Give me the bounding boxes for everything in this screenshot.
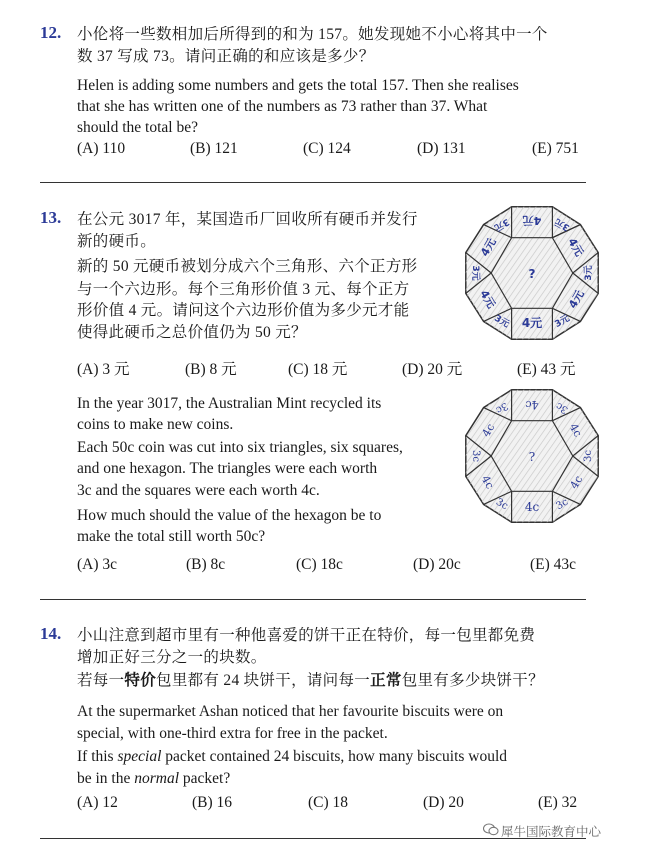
q14-en-line-4 [77, 768, 230, 789]
q13-zh-line-2: 新的硬币。 [77, 233, 157, 250]
coin-zh-square-bottom: 4元 [521, 316, 543, 330]
coin-en-triangle-bottom-left: 3c [493, 496, 510, 513]
coin-zh-hex-label: ? [528, 267, 536, 281]
q14-en-line-2: special, with one-third extra for free in the packet. [77, 725, 388, 742]
question-number-13: 13. [40, 208, 62, 227]
q14-en-line-3-end: packet contained 24 biscuits, how many biscuits would [165, 748, 508, 765]
coin-en-square-left-bottom: 4c [478, 473, 497, 492]
q14-option-e: (E) 32 [538, 794, 578, 811]
q12-option-b: (B) 121 [190, 140, 238, 157]
q12-en-line-2: that she has written one of the numbers as 73 rather than 37. What [77, 98, 488, 115]
q14-zh-special-word: 特价 [124, 672, 157, 689]
question-number-12: 12. [40, 23, 62, 42]
q13-en-option-a: (A) 3c [77, 556, 118, 573]
q14-zh-line-3 [77, 670, 544, 691]
coin-zh-square-right-bottom: 4元 [566, 287, 587, 311]
q12-en-line-1: Helen is adding some numbers and gets the total 157. Then she realises [77, 77, 519, 94]
coin-diagram-en [463, 387, 601, 525]
q14-option-b: (B) 16 [192, 794, 233, 811]
q13-zh-line-6: 使得此硬币之总价值仍为 50 元？ [77, 324, 307, 341]
coin-zh-square-left-bottom: 4元 [477, 287, 498, 311]
q12-zh-line-2: 数 37 写成 73。请问正确的和应该是多少？ [77, 48, 375, 65]
question-number-14: 14. [40, 624, 62, 643]
q13-en-line-5: 3c and the squares were each worth 4c. [77, 482, 320, 499]
q14-zh-line-3-e: 包里有多少块饼干？ [401, 672, 544, 689]
q13-zh-option-c: (C) 18 元 [288, 361, 348, 378]
q13-en-line-2: coins to make new coins. [77, 416, 234, 433]
coin-en-triangle-top-left: 3c [493, 399, 510, 416]
coin-zh-square-left-top: 4元 [478, 235, 499, 259]
coin-en-hex-label: ? [528, 450, 536, 464]
coin-en-square-bottom: 4c [524, 500, 540, 514]
q12-option-e: (E) 751 [532, 140, 579, 157]
q12-zh-line-1: 小伦将一些数相加后所得到的和为 157。她发现她不小心将其中一个 [77, 26, 548, 43]
coin-zh-square-top: 4元 [522, 214, 542, 227]
q13-zh-option-b: (B) 8 元 [185, 361, 237, 378]
q14-option-a: (A) 12 [77, 794, 118, 811]
coin-en-square-left-top: 4c [479, 421, 498, 440]
q12-option-c: (C) 124 [303, 140, 351, 157]
q14-zh-line-3-c: 包里都有 24 块饼干，请问每一 [156, 672, 371, 689]
q13-en-line-7: make the total still worth 50c? [77, 528, 266, 545]
watermark-text: 犀牛国际教育中心 [501, 824, 602, 839]
q14-en-line-3 [77, 746, 507, 767]
coin-zh-triangle-bottom-right: 3元 [553, 313, 572, 331]
coin-zh-triangle-left: 3元 [470, 265, 480, 281]
coin-zh-triangle-top-left: 3元 [492, 215, 511, 233]
q14-zh-normal-word: 正常 [370, 672, 402, 689]
q14-zh-line-1: 小山注意到超市里有一种他喜爱的饼干正在特价，每一包里都免费 [77, 627, 536, 644]
coin-zh-triangle-top-right: 3元 [553, 215, 572, 233]
wechat-icon [483, 823, 499, 836]
q14-en-special-word: special [117, 748, 162, 765]
q13-en-option-b: (B) 8c [186, 556, 226, 573]
q13-zh-line-5: 形价值 4 元。请问这个六边形价值为多少元才能 [77, 302, 410, 319]
q12-en-line-3: should the total be? [77, 119, 198, 136]
q12-option-a: (A) 110 [77, 140, 126, 157]
q14-en-normal-word: normal [134, 770, 180, 787]
coin-zh-triangle-bottom-left: 3元 [492, 313, 511, 331]
q13-en-option-c: (C) 18c [296, 556, 343, 573]
coin-en-triangle-left: 3c [470, 450, 481, 462]
divider-2 [40, 599, 586, 600]
q13-zh-line-1: 在公元 3017 年，某国造币厂回收所有硬币并发行 [77, 211, 418, 228]
coin-en-triangle-top-right: 3c [554, 399, 571, 416]
q14-en-line-1: At the supermarket Ashan noticed that her favourite biscuits were on [77, 703, 504, 720]
q14-option-d: (D) 20 [423, 794, 464, 811]
coin-zh-triangle-right: 3元 [584, 265, 594, 281]
q12-option-d: (D) 131 [417, 140, 466, 157]
q14-en-line-4-start: be in the [77, 770, 131, 787]
q13-en-line-3: Each 50c coin was cut into six triangles, six squares, [77, 439, 403, 456]
coin-en-square-right-top: 4c [566, 421, 585, 440]
q13-zh-option-a: (A) 3 元 [77, 361, 130, 378]
q14-en-line-3-start: If this [77, 748, 114, 765]
coin-en-square-top: 4c [525, 398, 539, 411]
q13-en-option-e: (E) 43c [530, 556, 577, 573]
coin-diagram-zh [463, 204, 601, 342]
q14-en-line-4-end: packet? [182, 770, 231, 787]
q14-zh-line-3-a: 若每一 [77, 672, 125, 689]
q13-zh-option-e: (E) 43 元 [517, 361, 576, 378]
q13-en-line-4: and one hexagon. The triangles were each worth [77, 460, 378, 477]
coin-en-triangle-right: 3c [583, 450, 594, 462]
q13-zh-line-3: 新的 50 元硬币被划分成六个三角形、六个正方形 [77, 258, 418, 275]
coin-en-triangle-bottom-right: 3c [554, 496, 571, 513]
divider-1 [40, 182, 586, 183]
coin-zh-square-right-top: 4元 [565, 235, 586, 259]
q14-zh-line-2: 增加正好三分之一的块数。 [77, 649, 267, 666]
q13-en-line-6: How much should the value of the hexagon be to [77, 507, 382, 524]
q13-en-line-1: In the year 3017, the Australian Mint recycled its [77, 395, 382, 412]
q14-option-c: (C) 18 [308, 794, 349, 811]
q13-zh-line-4: 与一个六边形。每个三角形价值 3 元、每个正方 [77, 281, 410, 298]
coin-en-square-right-bottom: 4c [567, 473, 586, 492]
q13-zh-option-d: (D) 20 元 [402, 361, 463, 378]
q13-en-option-d: (D) 20c [413, 556, 461, 573]
